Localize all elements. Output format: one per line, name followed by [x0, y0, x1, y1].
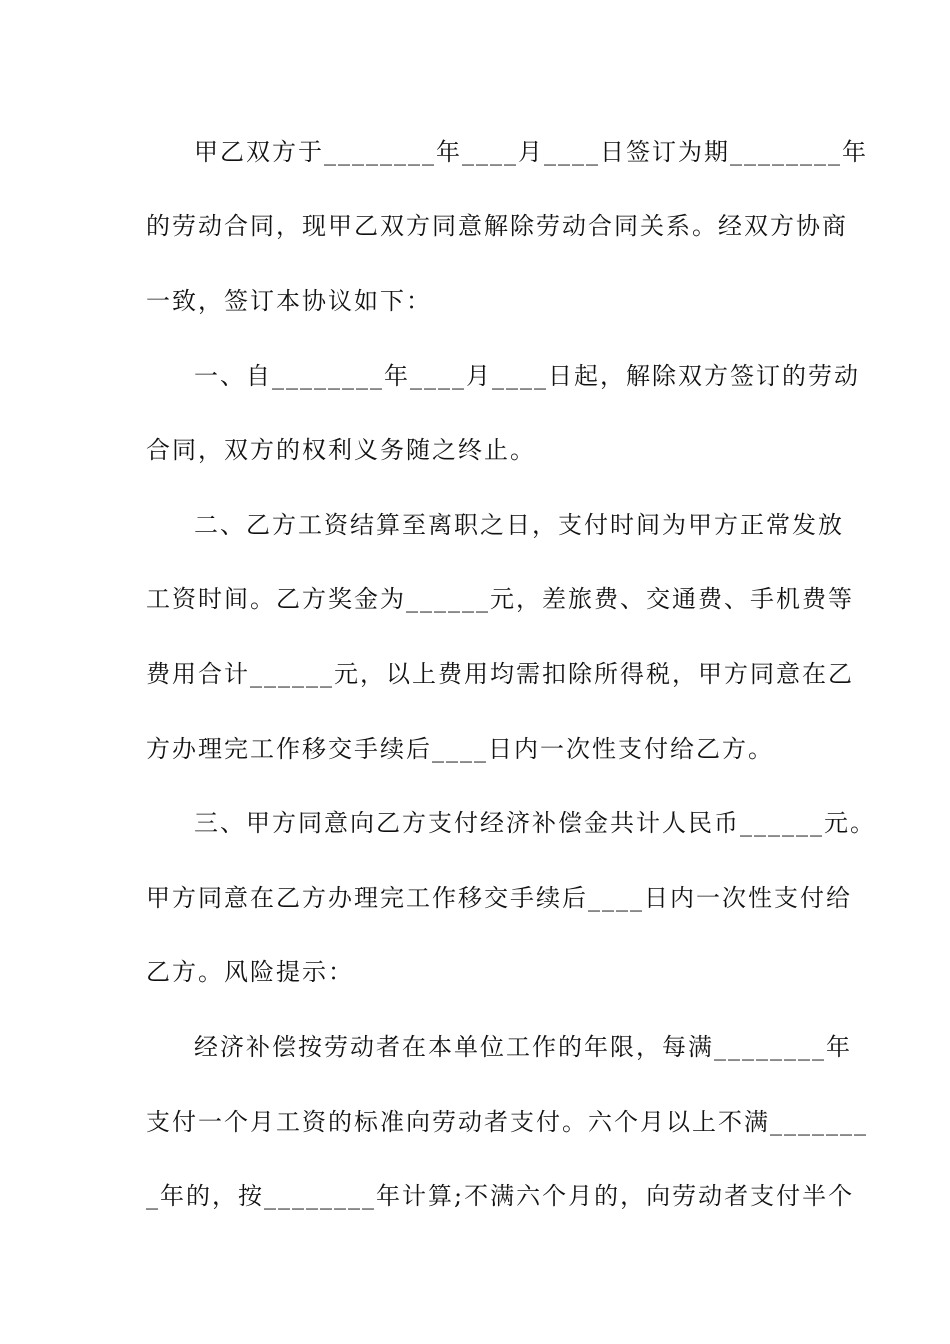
clause-2-line-2: 工资时间。乙方奖金为______元，差旅费、交通费、手机费等: [146, 585, 854, 613]
clause-3-line-2: 甲方同意在乙方办理完工作移交手续后____日内一次性支付给: [146, 884, 852, 912]
clause-1-line-1: 一、自________年____月____日起，解除双方签订的劳动: [194, 362, 860, 390]
risk-note-line-3: _年的，按________年计算;不满六个月的，向劳动者支付半个: [146, 1182, 855, 1210]
clause-2-line-1: 二、乙方工资结算至离职之日，支付时间为甲方正常发放: [194, 511, 844, 539]
clause-2-line-3: 费用合计______元，以上费用均需扣除所得税，甲方同意在乙: [146, 660, 854, 688]
paragraph-intro-line-2: 的劳动合同，现甲乙双方同意解除劳动合同关系。经双方协商: [146, 212, 848, 240]
paragraph-intro-line-1: 甲乙双方于________年____月____日签订为期________年: [194, 138, 868, 166]
clause-2-line-4: 方办理完工作移交手续后____日内一次性支付给乙方。: [146, 735, 774, 763]
clause-3-line-3: 乙方。风险提示：: [146, 958, 354, 986]
clause-3-line-1: 三、甲方同意向乙方支付经济补偿金共计人民币______元。: [194, 809, 876, 837]
paragraph-intro-line-3: 一致，签订本协议如下：: [146, 287, 432, 315]
risk-note-line-1: 经济补偿按劳动者在本单位工作的年限，每满________年: [194, 1033, 852, 1061]
clause-1-line-2: 合同，双方的权利义务随之终止。: [146, 436, 536, 464]
risk-note-line-2: 支付一个月工资的标准向劳动者支付。六个月以上不满_______: [146, 1108, 868, 1136]
